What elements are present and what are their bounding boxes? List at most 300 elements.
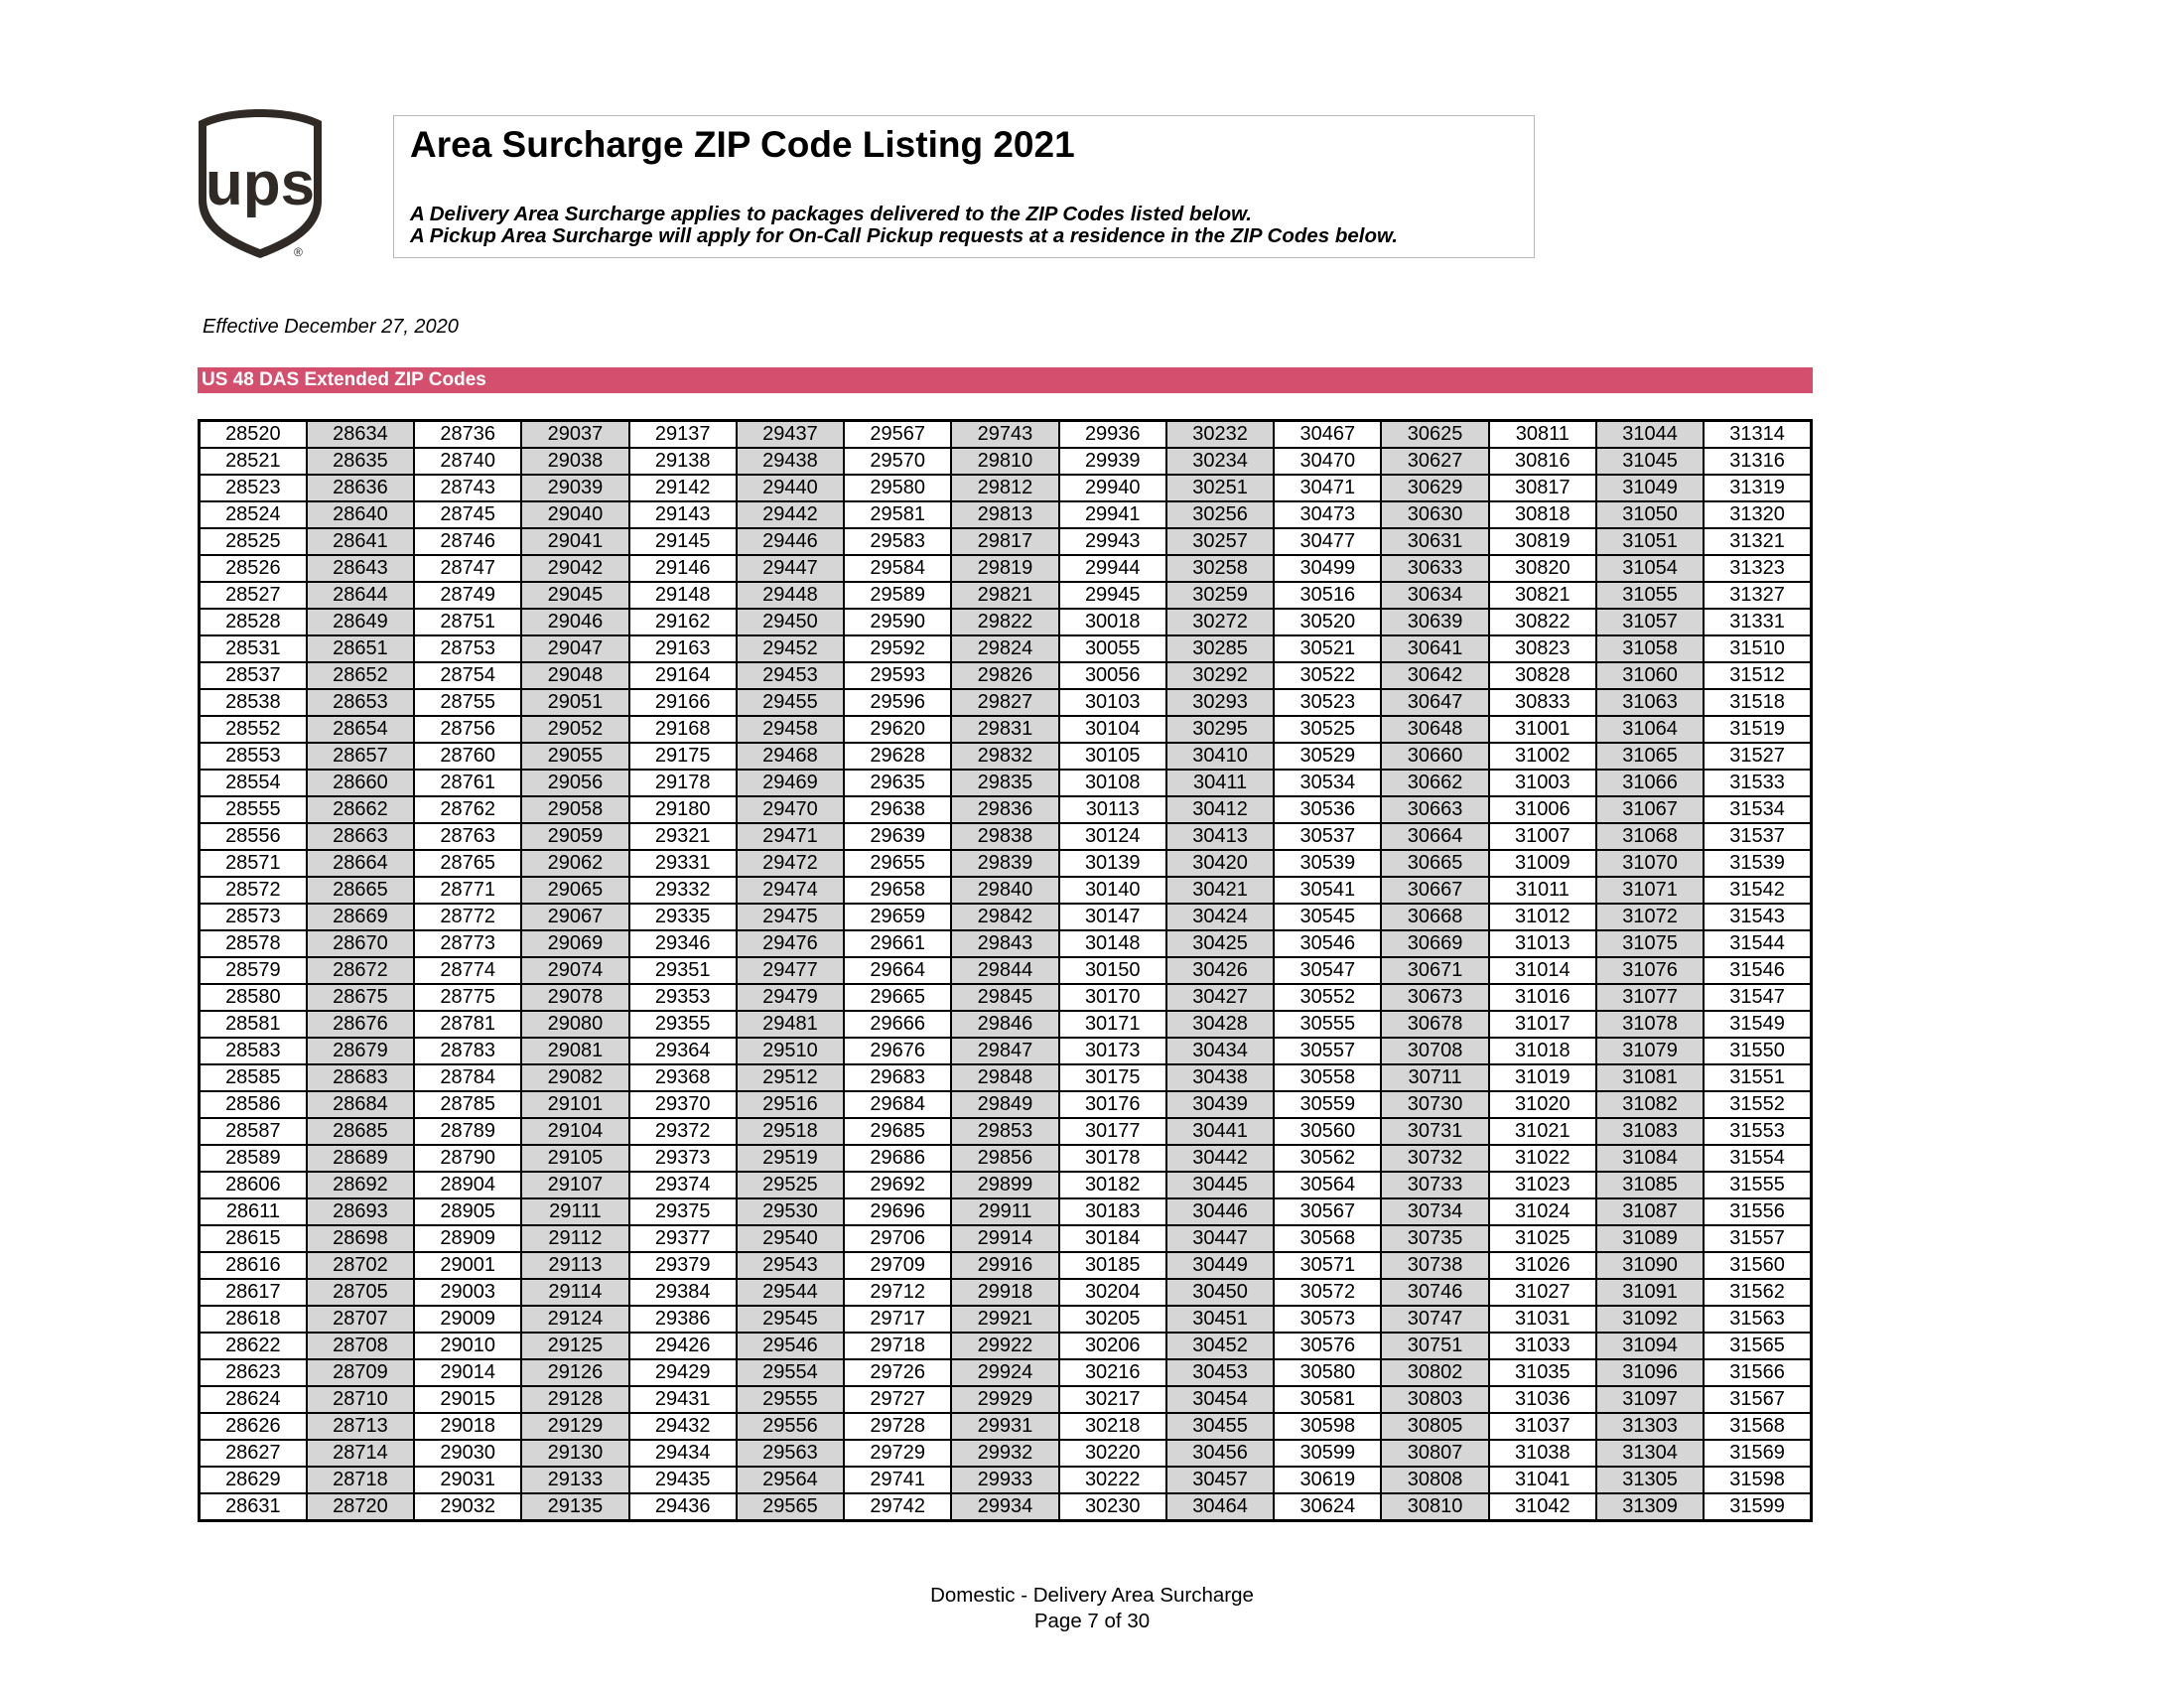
zip-cell: 31065 <box>1596 743 1704 770</box>
zip-cell: 29051 <box>521 689 628 716</box>
zip-cell: 29146 <box>629 555 737 582</box>
zip-cell: 30424 <box>1166 904 1274 930</box>
zip-cell: 28789 <box>414 1118 521 1145</box>
zip-cell: 28579 <box>200 957 307 984</box>
zip-cell: 31549 <box>1704 1011 1811 1038</box>
zip-cell: 29178 <box>629 770 737 796</box>
zip-cell: 30428 <box>1166 1011 1274 1038</box>
zip-cell: 29432 <box>629 1413 737 1440</box>
zip-cell: 31314 <box>1704 421 1811 449</box>
zip-cell: 30571 <box>1274 1252 1381 1279</box>
zip-cell: 28556 <box>200 823 307 850</box>
zip-cell: 29446 <box>737 528 844 555</box>
zip-cell: 30557 <box>1274 1038 1381 1064</box>
zip-cell: 29827 <box>951 689 1058 716</box>
zip-cell: 31309 <box>1596 1493 1704 1521</box>
zip-cell: 28525 <box>200 528 307 555</box>
zip-cell: 28524 <box>200 501 307 528</box>
zip-cell: 30217 <box>1059 1386 1166 1413</box>
zip-cell: 29472 <box>737 850 844 877</box>
zip-cell: 29436 <box>629 1493 737 1521</box>
zip-cell: 31321 <box>1704 528 1811 555</box>
zip-cell: 30411 <box>1166 770 1274 796</box>
zip-cell: 29332 <box>629 877 737 904</box>
zip-cell: 30747 <box>1381 1306 1488 1333</box>
subtitle-line-2: A Pickup Area Surcharge will apply for On-Call Pickup requests at a residence in the ZIP Codes below. <box>410 224 1398 247</box>
zip-cell: 29822 <box>951 609 1058 635</box>
zip-cell: 29175 <box>629 743 737 770</box>
zip-cell: 30536 <box>1274 796 1381 823</box>
zip-cell: 29133 <box>521 1467 628 1493</box>
zip-cell: 29112 <box>521 1225 628 1252</box>
zip-cell: 29474 <box>737 877 844 904</box>
zip-cell: 28705 <box>307 1279 414 1306</box>
zip-cell: 31066 <box>1596 770 1704 796</box>
zip-cell: 31320 <box>1704 501 1811 528</box>
zip-cell: 28702 <box>307 1252 414 1279</box>
zip-cell: 31091 <box>1596 1279 1704 1306</box>
zip-cell: 29832 <box>951 743 1058 770</box>
table-row <box>200 635 1812 662</box>
zip-cell: 30442 <box>1166 1145 1274 1172</box>
zip-cell: 31557 <box>1704 1225 1811 1252</box>
table-row <box>200 1145 1812 1172</box>
zip-cell: 30732 <box>1381 1145 1488 1172</box>
table-row <box>200 582 1812 609</box>
zip-cell: 28583 <box>200 1038 307 1064</box>
zip-cell: 30453 <box>1166 1359 1274 1386</box>
zip-cell: 31331 <box>1704 609 1811 635</box>
zip-cell: 28904 <box>414 1172 521 1198</box>
zip-cell: 30631 <box>1381 528 1488 555</box>
zip-cell: 31562 <box>1704 1279 1811 1306</box>
zip-cell: 30573 <box>1274 1306 1381 1333</box>
zip-cell: 31083 <box>1596 1118 1704 1145</box>
zip-cell: 29843 <box>951 930 1058 957</box>
zip-cell: 28740 <box>414 448 521 475</box>
zip-cell: 30529 <box>1274 743 1381 770</box>
zip-cell: 29718 <box>844 1333 951 1359</box>
zip-cell: 29426 <box>629 1333 737 1359</box>
zip-cell: 29849 <box>951 1091 1058 1118</box>
zip-cell: 29940 <box>1059 475 1166 501</box>
zip-cell: 31071 <box>1596 877 1704 904</box>
zip-cell: 29481 <box>737 1011 844 1038</box>
zip-cell: 29943 <box>1059 528 1166 555</box>
zip-cell: 28720 <box>307 1493 414 1521</box>
zip-cell: 29655 <box>844 850 951 877</box>
zip-cell: 29431 <box>629 1386 737 1413</box>
zip-cell: 29584 <box>844 555 951 582</box>
zip-cell: 28761 <box>414 770 521 796</box>
subtitle-line-1: A Delivery Area Surcharge applies to packages delivered to the ZIP Codes listed below. <box>410 203 1252 225</box>
zip-cell: 30580 <box>1274 1359 1381 1386</box>
zip-cell: 29824 <box>951 635 1058 662</box>
zip-cell: 30820 <box>1489 555 1596 582</box>
zip-cell: 31316 <box>1704 448 1811 475</box>
zip-cell: 30568 <box>1274 1225 1381 1252</box>
table-row <box>200 1467 1812 1493</box>
zip-cell: 29455 <box>737 689 844 716</box>
zip-cell: 28784 <box>414 1064 521 1091</box>
zip-cell: 31565 <box>1704 1333 1811 1359</box>
zip-cell: 29062 <box>521 850 628 877</box>
zip-cell: 29924 <box>951 1359 1058 1386</box>
zip-cell: 30410 <box>1166 743 1274 770</box>
zip-cell: 29686 <box>844 1145 951 1172</box>
zip-cell: 30206 <box>1059 1333 1166 1359</box>
zip-cell: 30450 <box>1166 1279 1274 1306</box>
zip-cell: 30663 <box>1381 796 1488 823</box>
zip-cell: 28553 <box>200 743 307 770</box>
zip-cell: 31519 <box>1704 716 1811 743</box>
zip-cell: 31064 <box>1596 716 1704 743</box>
zip-cell: 29105 <box>521 1145 628 1172</box>
zip-cell: 31033 <box>1489 1333 1596 1359</box>
zip-cell: 28653 <box>307 689 414 716</box>
zip-cell: 28692 <box>307 1172 414 1198</box>
table-row <box>200 1413 1812 1440</box>
zip-cell: 29321 <box>629 823 737 850</box>
zip-cell: 30541 <box>1274 877 1381 904</box>
zip-cell: 30454 <box>1166 1386 1274 1413</box>
zip-cell: 30751 <box>1381 1333 1488 1359</box>
zip-cell: 31021 <box>1489 1118 1596 1145</box>
zip-cell: 31553 <box>1704 1118 1811 1145</box>
zip-cell: 30426 <box>1166 957 1274 984</box>
zip-cell: 28528 <box>200 609 307 635</box>
zip-cell: 30055 <box>1059 635 1166 662</box>
zip-cell: 31045 <box>1596 448 1704 475</box>
zip-cell: 29164 <box>629 662 737 689</box>
zip-cell: 31569 <box>1704 1440 1811 1467</box>
zip-cell: 30735 <box>1381 1225 1488 1252</box>
zip-cell: 30627 <box>1381 448 1488 475</box>
zip-cell: 30464 <box>1166 1493 1274 1521</box>
zip-cell: 30664 <box>1381 823 1488 850</box>
zip-cell: 28552 <box>200 716 307 743</box>
table-row <box>200 1440 1812 1467</box>
zip-cell: 28746 <box>414 528 521 555</box>
zip-cell: 30647 <box>1381 689 1488 716</box>
zip-cell: 29554 <box>737 1359 844 1386</box>
zip-cell: 31534 <box>1704 796 1811 823</box>
table-row <box>200 877 1812 904</box>
zip-cell: 29741 <box>844 1467 951 1493</box>
section-header: US 48 DAS Extended ZIP Codes <box>198 367 1813 393</box>
zip-cell: 30811 <box>1489 421 1596 449</box>
zip-cell: 29052 <box>521 716 628 743</box>
zip-cell: 30807 <box>1381 1440 1488 1467</box>
zip-cell: 31023 <box>1489 1172 1596 1198</box>
zip-cell: 31097 <box>1596 1386 1704 1413</box>
zip-cell: 28670 <box>307 930 414 957</box>
zip-cell: 29848 <box>951 1064 1058 1091</box>
zip-cell: 31009 <box>1489 850 1596 877</box>
zip-cell: 29166 <box>629 689 737 716</box>
zip-cell: 30139 <box>1059 850 1166 877</box>
zip-cell: 29040 <box>521 501 628 528</box>
zip-cell: 30056 <box>1059 662 1166 689</box>
zip-cell: 30177 <box>1059 1118 1166 1145</box>
zip-cell: 31539 <box>1704 850 1811 877</box>
zip-cell: 28736 <box>414 421 521 449</box>
zip-cell: 29129 <box>521 1413 628 1440</box>
zip-cell: 31042 <box>1489 1493 1596 1521</box>
zip-cell: 29138 <box>629 448 737 475</box>
zip-cell: 30272 <box>1166 609 1274 635</box>
zip-cell: 29125 <box>521 1333 628 1359</box>
zip-cell: 28537 <box>200 662 307 689</box>
zip-cell: 31055 <box>1596 582 1704 609</box>
zip-cell: 31512 <box>1704 662 1811 689</box>
zip-cell: 30439 <box>1166 1091 1274 1118</box>
zip-cell: 29743 <box>951 421 1058 449</box>
zip-cell: 29479 <box>737 984 844 1011</box>
zip-cell: 28531 <box>200 635 307 662</box>
zip-cell: 28520 <box>200 421 307 449</box>
zip-cell: 31537 <box>1704 823 1811 850</box>
zip-cell: 28523 <box>200 475 307 501</box>
zip-cell: 28754 <box>414 662 521 689</box>
zip-cell: 29015 <box>414 1386 521 1413</box>
zip-cell: 29918 <box>951 1279 1058 1306</box>
zip-cell: 31566 <box>1704 1359 1811 1386</box>
zip-cell: 30525 <box>1274 716 1381 743</box>
zip-cell: 31070 <box>1596 850 1704 877</box>
zip-cell: 31016 <box>1489 984 1596 1011</box>
zip-cell: 29447 <box>737 555 844 582</box>
zip-cell: 29570 <box>844 448 951 475</box>
zip-cell: 29107 <box>521 1172 628 1198</box>
zip-cell: 31018 <box>1489 1038 1596 1064</box>
table-row <box>200 1011 1812 1038</box>
zip-cell: 30662 <box>1381 770 1488 796</box>
table-row <box>200 796 1812 823</box>
zip-cell: 29074 <box>521 957 628 984</box>
zip-cell: 30170 <box>1059 984 1166 1011</box>
zip-cell: 31014 <box>1489 957 1596 984</box>
zip-cell: 31003 <box>1489 770 1596 796</box>
zip-cell: 29364 <box>629 1038 737 1064</box>
zip-cell: 30451 <box>1166 1306 1274 1333</box>
zip-cell: 30124 <box>1059 823 1166 850</box>
zip-cell: 29931 <box>951 1413 1058 1440</box>
zip-cell: 29580 <box>844 475 951 501</box>
zip-cell: 28581 <box>200 1011 307 1038</box>
zip-cell: 28771 <box>414 877 521 904</box>
zip-cell: 30821 <box>1489 582 1596 609</box>
zip-cell: 29945 <box>1059 582 1166 609</box>
zip-cell: 31001 <box>1489 716 1596 743</box>
zip-cell: 30673 <box>1381 984 1488 1011</box>
zip-cell: 30185 <box>1059 1252 1166 1279</box>
zip-cell: 30630 <box>1381 501 1488 528</box>
zip-cell: 29934 <box>951 1493 1058 1521</box>
zip-cell: 29475 <box>737 904 844 930</box>
zip-cell: 30292 <box>1166 662 1274 689</box>
zip-cell: 29101 <box>521 1091 628 1118</box>
zip-cell: 31044 <box>1596 421 1704 449</box>
zip-cell: 29030 <box>414 1440 521 1467</box>
zip-cell: 30746 <box>1381 1279 1488 1306</box>
zip-cell: 31072 <box>1596 904 1704 930</box>
zip-cell: 28616 <box>200 1252 307 1279</box>
zip-cell: 30564 <box>1274 1172 1381 1198</box>
zip-cell: 29659 <box>844 904 951 930</box>
zip-cell: 29939 <box>1059 448 1166 475</box>
zip-cell: 28527 <box>200 582 307 609</box>
zip-cell: 29540 <box>737 1225 844 1252</box>
effective-date: Effective December 27, 2020 <box>203 316 459 338</box>
zip-cell: 31533 <box>1704 770 1811 796</box>
zip-cell: 28783 <box>414 1038 521 1064</box>
zip-cell: 30232 <box>1166 421 1274 449</box>
zip-cell: 29010 <box>414 1333 521 1359</box>
zip-cell: 30828 <box>1489 662 1596 689</box>
zip-cell: 30470 <box>1274 448 1381 475</box>
zip-cell: 30438 <box>1166 1064 1274 1091</box>
zip-cell: 29941 <box>1059 501 1166 528</box>
zip-cell: 28707 <box>307 1306 414 1333</box>
zip-cell: 30447 <box>1166 1225 1274 1252</box>
zip-cell: 31527 <box>1704 743 1811 770</box>
table-row <box>200 1198 1812 1225</box>
zip-cell: 30421 <box>1166 877 1274 904</box>
zip-cell: 29666 <box>844 1011 951 1038</box>
zip-cell: 30259 <box>1166 582 1274 609</box>
zip-cell: 28611 <box>200 1198 307 1225</box>
zip-cell: 29565 <box>737 1493 844 1521</box>
zip-cell: 30455 <box>1166 1413 1274 1440</box>
zip-cell: 31084 <box>1596 1145 1704 1172</box>
zip-cell: 30648 <box>1381 716 1488 743</box>
zip-cell: 28763 <box>414 823 521 850</box>
zip-cell: 31544 <box>1704 930 1811 957</box>
zip-cell: 29437 <box>737 421 844 449</box>
zip-cell: 30018 <box>1059 609 1166 635</box>
zip-cell: 31082 <box>1596 1091 1704 1118</box>
zip-cell: 28662 <box>307 796 414 823</box>
zip-cell: 29045 <box>521 582 628 609</box>
zip-cell: 29113 <box>521 1252 628 1279</box>
zip-cell: 28709 <box>307 1359 414 1386</box>
zip-cell: 30802 <box>1381 1359 1488 1386</box>
zip-cell: 31060 <box>1596 662 1704 689</box>
zip-cell: 31327 <box>1704 582 1811 609</box>
zip-cell: 29819 <box>951 555 1058 582</box>
zip-cell: 30216 <box>1059 1359 1166 1386</box>
zip-cell: 28629 <box>200 1467 307 1493</box>
zip-cell: 29620 <box>844 716 951 743</box>
zip-cell: 29821 <box>951 582 1058 609</box>
zip-cell: 29003 <box>414 1279 521 1306</box>
zip-cell: 29590 <box>844 609 951 635</box>
zip-cell: 30456 <box>1166 1440 1274 1467</box>
zip-cell: 28651 <box>307 635 414 662</box>
zip-cell: 29168 <box>629 716 737 743</box>
zip-cell: 31567 <box>1704 1386 1811 1413</box>
zip-cell: 28589 <box>200 1145 307 1172</box>
zip-cell: 29069 <box>521 930 628 957</box>
zip-cell: 28773 <box>414 930 521 957</box>
zip-cell: 29916 <box>951 1252 1058 1279</box>
zip-cell: 30220 <box>1059 1440 1166 1467</box>
zip-cell: 30624 <box>1274 1493 1381 1521</box>
zip-cell: 28684 <box>307 1091 414 1118</box>
ups-shield-icon <box>195 105 326 260</box>
zip-cell: 30633 <box>1381 555 1488 582</box>
zip-cell: 31036 <box>1489 1386 1596 1413</box>
zip-cell: 28526 <box>200 555 307 582</box>
zip-cell: 30546 <box>1274 930 1381 957</box>
zip-cell: 31035 <box>1489 1359 1596 1386</box>
zip-cell: 31020 <box>1489 1091 1596 1118</box>
zip-cell: 29434 <box>629 1440 737 1467</box>
zip-cell: 29589 <box>844 582 951 609</box>
zip-cell: 29048 <box>521 662 628 689</box>
zip-cell: 28586 <box>200 1091 307 1118</box>
zip-cell: 29929 <box>951 1386 1058 1413</box>
zip-cell: 31017 <box>1489 1011 1596 1038</box>
zip-cell: 28676 <box>307 1011 414 1038</box>
zip-cell: 30523 <box>1274 689 1381 716</box>
zip-cell: 31563 <box>1704 1306 1811 1333</box>
table-row <box>200 1333 1812 1359</box>
zip-cell: 31057 <box>1596 609 1704 635</box>
zip-cell: 29581 <box>844 501 951 528</box>
zip-cell: 29835 <box>951 770 1058 796</box>
zip-cell: 28698 <box>307 1225 414 1252</box>
zip-cell: 31303 <box>1596 1413 1704 1440</box>
zip-cell: 30182 <box>1059 1172 1166 1198</box>
table-row <box>200 716 1812 743</box>
zip-cell: 31025 <box>1489 1225 1596 1252</box>
zip-cell: 30555 <box>1274 1011 1381 1038</box>
zip-cell: 31085 <box>1596 1172 1704 1198</box>
zip-cell: 31092 <box>1596 1306 1704 1333</box>
zip-cell: 31081 <box>1596 1064 1704 1091</box>
zip-cell: 31006 <box>1489 796 1596 823</box>
page-title: Area Surcharge ZIP Code Listing 2021 <box>410 124 1075 165</box>
zip-cell: 29470 <box>737 796 844 823</box>
zip-cell: 31598 <box>1704 1467 1811 1493</box>
zip-cell: 29684 <box>844 1091 951 1118</box>
table-row <box>200 555 1812 582</box>
zip-cell: 29059 <box>521 823 628 850</box>
zip-cell: 30634 <box>1381 582 1488 609</box>
zip-cell: 29440 <box>737 475 844 501</box>
zip-cell: 30420 <box>1166 850 1274 877</box>
zip-cell: 31013 <box>1489 930 1596 957</box>
zip-cell: 28572 <box>200 877 307 904</box>
zip-cell: 31079 <box>1596 1038 1704 1064</box>
zip-cell: 30230 <box>1059 1493 1166 1521</box>
zip-cell: 31041 <box>1489 1467 1596 1493</box>
table-row <box>200 957 1812 984</box>
zip-cell: 30257 <box>1166 528 1274 555</box>
zip-cell: 28713 <box>307 1413 414 1440</box>
zip-cell: 29130 <box>521 1440 628 1467</box>
zip-cell: 29082 <box>521 1064 628 1091</box>
zip-cell: 29512 <box>737 1064 844 1091</box>
zip-cell: 31555 <box>1704 1172 1811 1198</box>
zip-cell: 31546 <box>1704 957 1811 984</box>
zip-cell: 30251 <box>1166 475 1274 501</box>
zip-cell: 29078 <box>521 984 628 1011</box>
zip-cell: 29047 <box>521 635 628 662</box>
zip-cell: 29810 <box>951 448 1058 475</box>
